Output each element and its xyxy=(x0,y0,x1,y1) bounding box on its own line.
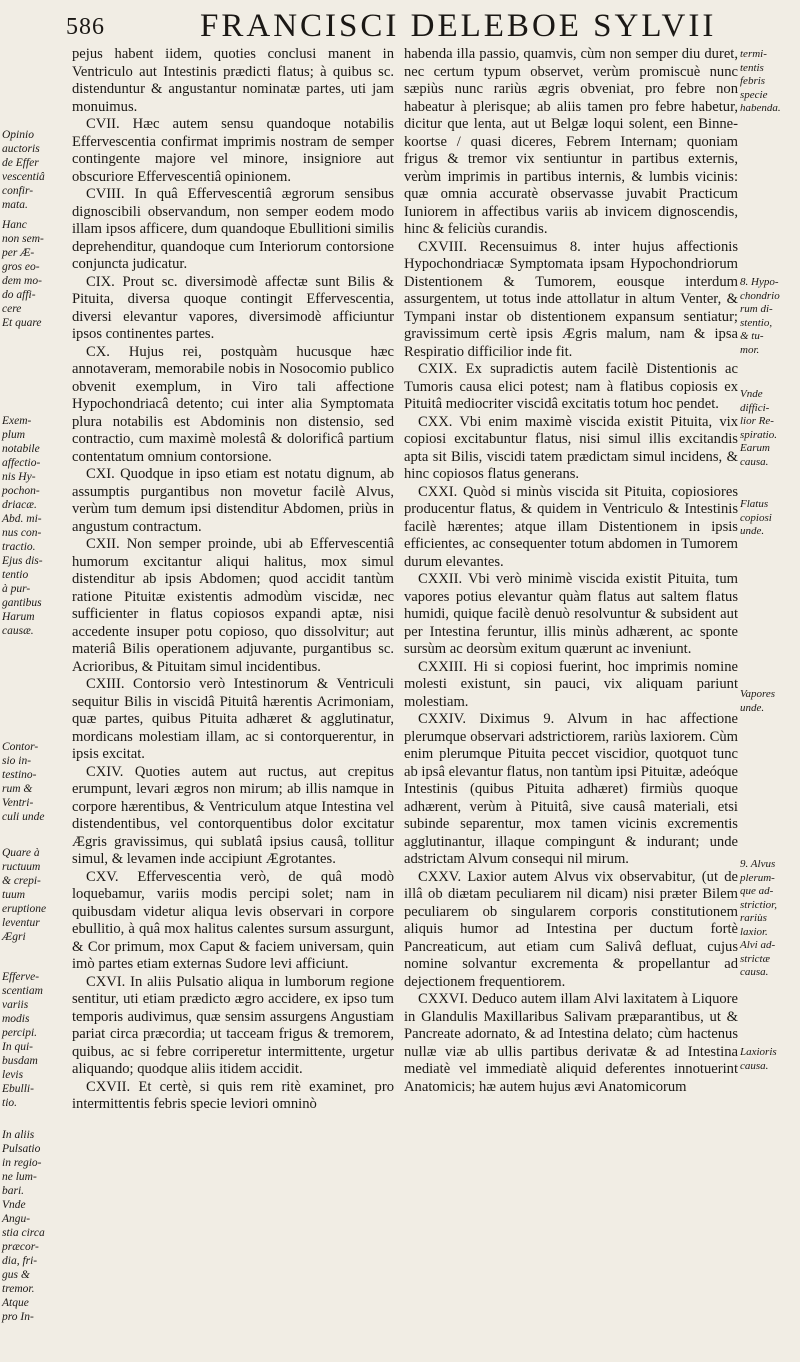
paragraph: CVII. Hæc autem sensu quandoque notabilis Effervescentia confirmat imprimis nostram de semper contingente majore vel minore, insigniore aut obscuriore Effervescentiâ opinionem. xyxy=(72,116,394,185)
page-number: 586 xyxy=(66,14,105,40)
paragraph: CXII. Non semper proinde, ubi ab Effervescentiâ humorum excitantur aliqui halitus, mox simul distenditur ab ipsis Abdomen; quod accidit tantùm ratione Pituitæ existentis admodùm viscidæ, nec sufficienter in flatus copiosos expandi aptæ, nisi accedente insuper potu copioso, quo dissolvitur; aut materiâ Bilis operationem adjuvante, purgantibus sc. Acrioribus, & Pituitam simul incidentibus. xyxy=(72,536,394,675)
paragraph: CXXV. Laxior autem Alvus vix observabitur, (ut de illâ ob diætam peculiarem nil dicam) nisi præter Bilem peculiarem ob singularem corporis constitutionem aliquis humor ad Intestina per ductum fortè Pancreaticum, aut etiam cum Salivâ defluat, cujus nomine solvantur excrementa & propellantur ad dejectionem frequentiorem. xyxy=(404,868,738,990)
margin-note: Quare à ructuum & crepi- tuum eruptione leventur Ægri xyxy=(2,847,47,943)
paragraph: CXXIII. Hi si copiosi fuerint, hoc imprimis nomine molesti existunt, sin pauci, vix aliquam pariunt molestiam. xyxy=(404,658,738,710)
paragraph: habenda illa passio, quamvis, cùm non semper diu duret, nec certum typum observet, verùm promiscuè nunc sæpiùs nunc rariùs ægris obveniat, pro febre non habeatur à plerisque; ab aliis tamen pro febre habetur, dicitur que lenta, aut ut Belgæ loqui solent, een Binne-koortse / quasi diceres, Febrem Internam; quoniam frigus & tremor vix sentiuntur in partibus externis, verùm imprimis in partibus internis, & lumbis vicinis: quæ omnia accuratè observasse juvabit Practicum Iuniorem in affectibus variis ab invicem dignoscendis, hinc & feliciùs curandis. xyxy=(404,46,738,237)
paragraph: CXIII. Contorsio verò Intestinorum & Ventriculi sequitur Bilis in viscidâ Pituitâ hærentis Acrimoniam, quæ partes, quibus Pituita adhæret & agglutinatur, mordicans molestiam illam, ac si contorquerentur, in ipsis excitat. xyxy=(72,676,394,762)
paragraph: CIX. Prout sc. diversimodè affectæ sunt Bilis & Pituita, diversa quoque contingit Effervescentia, diversi elevantur vapores, diversimodè afficiuntur ipsos continentes partes. xyxy=(72,273,394,342)
margin-note: Exem- plum notabile affectio- nis Hy- pochon- driacæ. Abd. mi- nus con- tractio. Ejus dis- tentio à pur- gantibus Harum causæ. xyxy=(2,415,43,637)
paragraph: CXIX. Ex supradictis autem facilè Distentionis ac Tumoris causa elici potest; nam à flatibus copiosis ex Pituitâ mediocriter viscidâ excitatis totum hoc pendet. xyxy=(404,361,738,412)
page-header xyxy=(0,6,800,46)
margin-note: Opinio auctoris de Effer vescentiâ confir- mata. xyxy=(2,129,45,211)
margin-note: In aliis Pulsatio in regio- ne lum- bari. Vnde Angu- stia circa præcor- dia, fri- gus & tremor. Atque pro In- xyxy=(2,1129,45,1323)
paragraph: CXI. Quodque in ipso etiam est notatu dignum, ab assumptis purgantibus non movetur facilè Alvus, verùm tum demum ipsi distenditur Abdomen, priùs in angustum contractum. xyxy=(72,466,394,535)
margin-note: Vapores unde. xyxy=(740,688,776,714)
running-title: FRANCISCI DELEBOE SYLVII xyxy=(200,8,717,44)
paragraph: CXXI. Quòd si minùs viscida sit Pituita, copiosiores producentur flatus, & quidem in Ventriculo & Intestinis facilè hærentes; atque illam Distentionem in ipsis efficientes, ac consequenter totum abdomen in Tumorem durum elevantes. xyxy=(404,483,738,570)
paragraph: CXVI. In aliis Pulsatio aliqua in lumborum regione sentitur, uti etiam prædicto ægro accidere, ex ipso tum temporis audivimus, quæ sensim assurgens Angustiam pariat circa præcordia; ut tacceam frigus & tremorem, quibus, ac si febre corriperetur intermittente, urgetur aliquando; quodque aliis itidem accidit. xyxy=(72,973,394,1077)
margin-note: termi- tentis febris specie habenda. xyxy=(740,48,781,114)
paragraph: CXX. Vbi enim maximè viscida existit Pituita, vix copiosi excitabuntur flatus, nisi simul illis excitandis apta sit Bilis, viscidi tatem prædictam simul incidens, & hinc copiosos flatus generans. xyxy=(404,413,738,482)
paragraph: CXVIII. Recensuimus 8. inter hujus affectionis Hypochondriacæ Symptomata ipsam Hypochondriorum Distentionem & Tumorem, eousque interdum assurgentem, ut totus inde attollatur in altum Venter, & Tympani instar ob distentionem expansum sentiatur; gravissimum certè ipsis Ægris malum, nam & ipsa Respiratio difficilior inde fit. xyxy=(404,238,738,360)
paragraph: CXV. Effervescentia verò, de quâ modò loquebamur, variis modis percipi solet; nam in quibusdam videtur aliqua levis observari in corpore ebullitio, à quâ mox halitus calentes sursum assurgunt, & Cor primum, mox Caput & faciem universam, quin imò partes etiam externas Sudore levi afficiunt. xyxy=(72,868,394,972)
right-margin-notes xyxy=(740,0,798,1362)
paragraph: pejus habent iidem, quoties conclusi manent in Ventriculo aut Intestinis prædicti flatus; à quibus sc. distenduntur & angustantur nominatæ partes, uti jam monuimus. xyxy=(72,46,394,115)
paragraph: CXXIV. Diximus 9. Alvum in hac affectione plerumque observari adstrictiorem, rariùs laxiorem. Cùm enim plerumque Pituita peccet viscidior, quotquot tunc ab ipsâ elevantur flatus, non tantùm ipsi Pituitæ, adeóque Intestinis (quibus Pituita adhæret) firmiùs quoque adhærent, verùm à Pituitâ, sive causâ materiali, etsi subinde separentur, mox tamen vicinis excrementis agglutinantur, illaque compingunt & indurant; unde adstrictam Alvum consequi nil mirum. xyxy=(404,711,738,867)
margin-note: Flatus copiosi unde. xyxy=(740,498,772,537)
paragraph: CVIII. In quâ Effervescentiâ ægrorum sensibus dignoscibili observandum, non semper eodem modo illam ipsos afficere, dum quandoque Ebullitioni similis deprehenditur, quandoque cum Interiorum contorsione conjuncta judicatur. xyxy=(72,186,394,272)
paragraph: CX. Hujus rei, postquàm hucusque hæc annotaveram, memorabile nobis in Nosocomio publico obvenit exemplum, in Viro tali affectione Hypochondriacâ detento; cui inter alia Symptomata plura notabilis est Abdominis non distensio, sed contractio, cum maximè molestâ & dolorificâ partium contentatum omnium contorsione. xyxy=(72,343,394,465)
margin-note: Hanc non sem- per Æ- gros eo- dem mo- do affi- cere Et quare xyxy=(2,219,44,329)
paragraph: CXXII. Vbi verò minimè viscida existit Pituita, tum vapores potius elevantur quàm flatus aut saltem flatus humidi, quique facilè denuò resolvuntur & subsident aut per Intestina feruntur, illis minùs adhærent, ac sponte sursùm ac deorsùm exitum quærunt ac inveniunt. xyxy=(404,571,738,657)
margin-note: Vnde diffici- lior Re- spiratio. Earum causa. xyxy=(740,388,777,468)
left-text-column xyxy=(72,46,394,1356)
left-margin-notes xyxy=(2,0,68,1362)
paragraph: CXXVI. Deduco autem illam Alvi laxitatem à Liquore in Glandulis Maxillaribus Salivam præparantibus, ut & Pancreate adornato, & ad Intestina delato; cùm hactenus nullæ viæ ab ullis partibus derivatæ & ad Intestina mediatè vel immediatè aliquid deferentes innotuerint Anatomicis; hæ autem hujus ævi Anatomicorum xyxy=(404,991,738,1095)
paragraph: CXVII. Et certè, si quis rem ritè examinet, pro intermittentis febris specie leviori omninò xyxy=(72,1078,394,1112)
right-text-column xyxy=(404,46,738,1356)
margin-note: 8. Hypo- chondrio rum di- stentio, & tu- mor. xyxy=(740,276,780,356)
margin-note: Efferve- scentiam variis modis percipi. In qui- busdam levis Ebulli- tio. xyxy=(2,971,43,1109)
margin-note: Laxioris causa. xyxy=(740,1046,777,1072)
margin-note: 9. Alvus plerum- que ad- strictior, rariùs laxior. Alvi ad- strictæ causa. xyxy=(740,858,777,978)
paragraph: CXIV. Quoties autem aut ructus, aut crepitus erumpunt, levari ægros non mirum; ab illis namque in corpore hærentibus, & Ventriculum atque Intestina vel distendentibus, vel contorquentibus dolor excitatur Ægris gravissimus, qui sublatâ ipsius causâ, tollitur simul, & levamen inde accipiunt Ægrotantes. xyxy=(72,763,394,867)
margin-note: Contor- sio in- testino- rum & Ventri- culi unde xyxy=(2,741,45,823)
